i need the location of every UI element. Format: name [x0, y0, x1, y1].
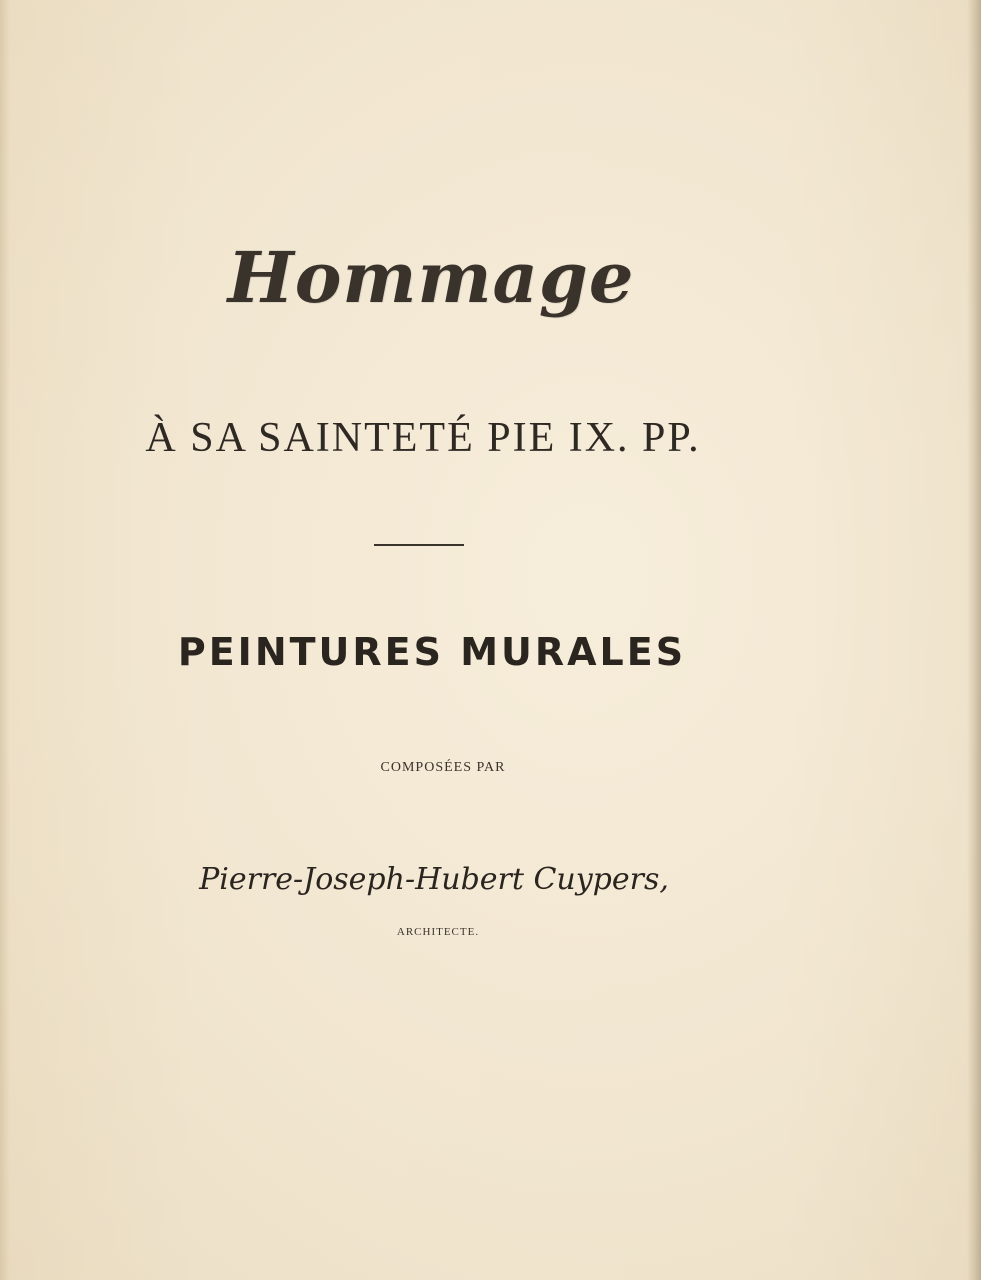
author-name: Pierre-Joseph-Hubert Cuypers, — [199, 862, 669, 897]
dedication-line: À SA SAINTETÉ PIE IX. PP. — [145, 415, 701, 461]
divider-rule — [374, 544, 464, 546]
composed-by-label: COMPOSÉES PAR — [380, 760, 506, 775]
author-role: ARCHITECTE. — [396, 926, 480, 938]
subtitle: PEINTURES MURALES — [177, 630, 687, 674]
main-title: Hommage — [227, 236, 635, 319]
